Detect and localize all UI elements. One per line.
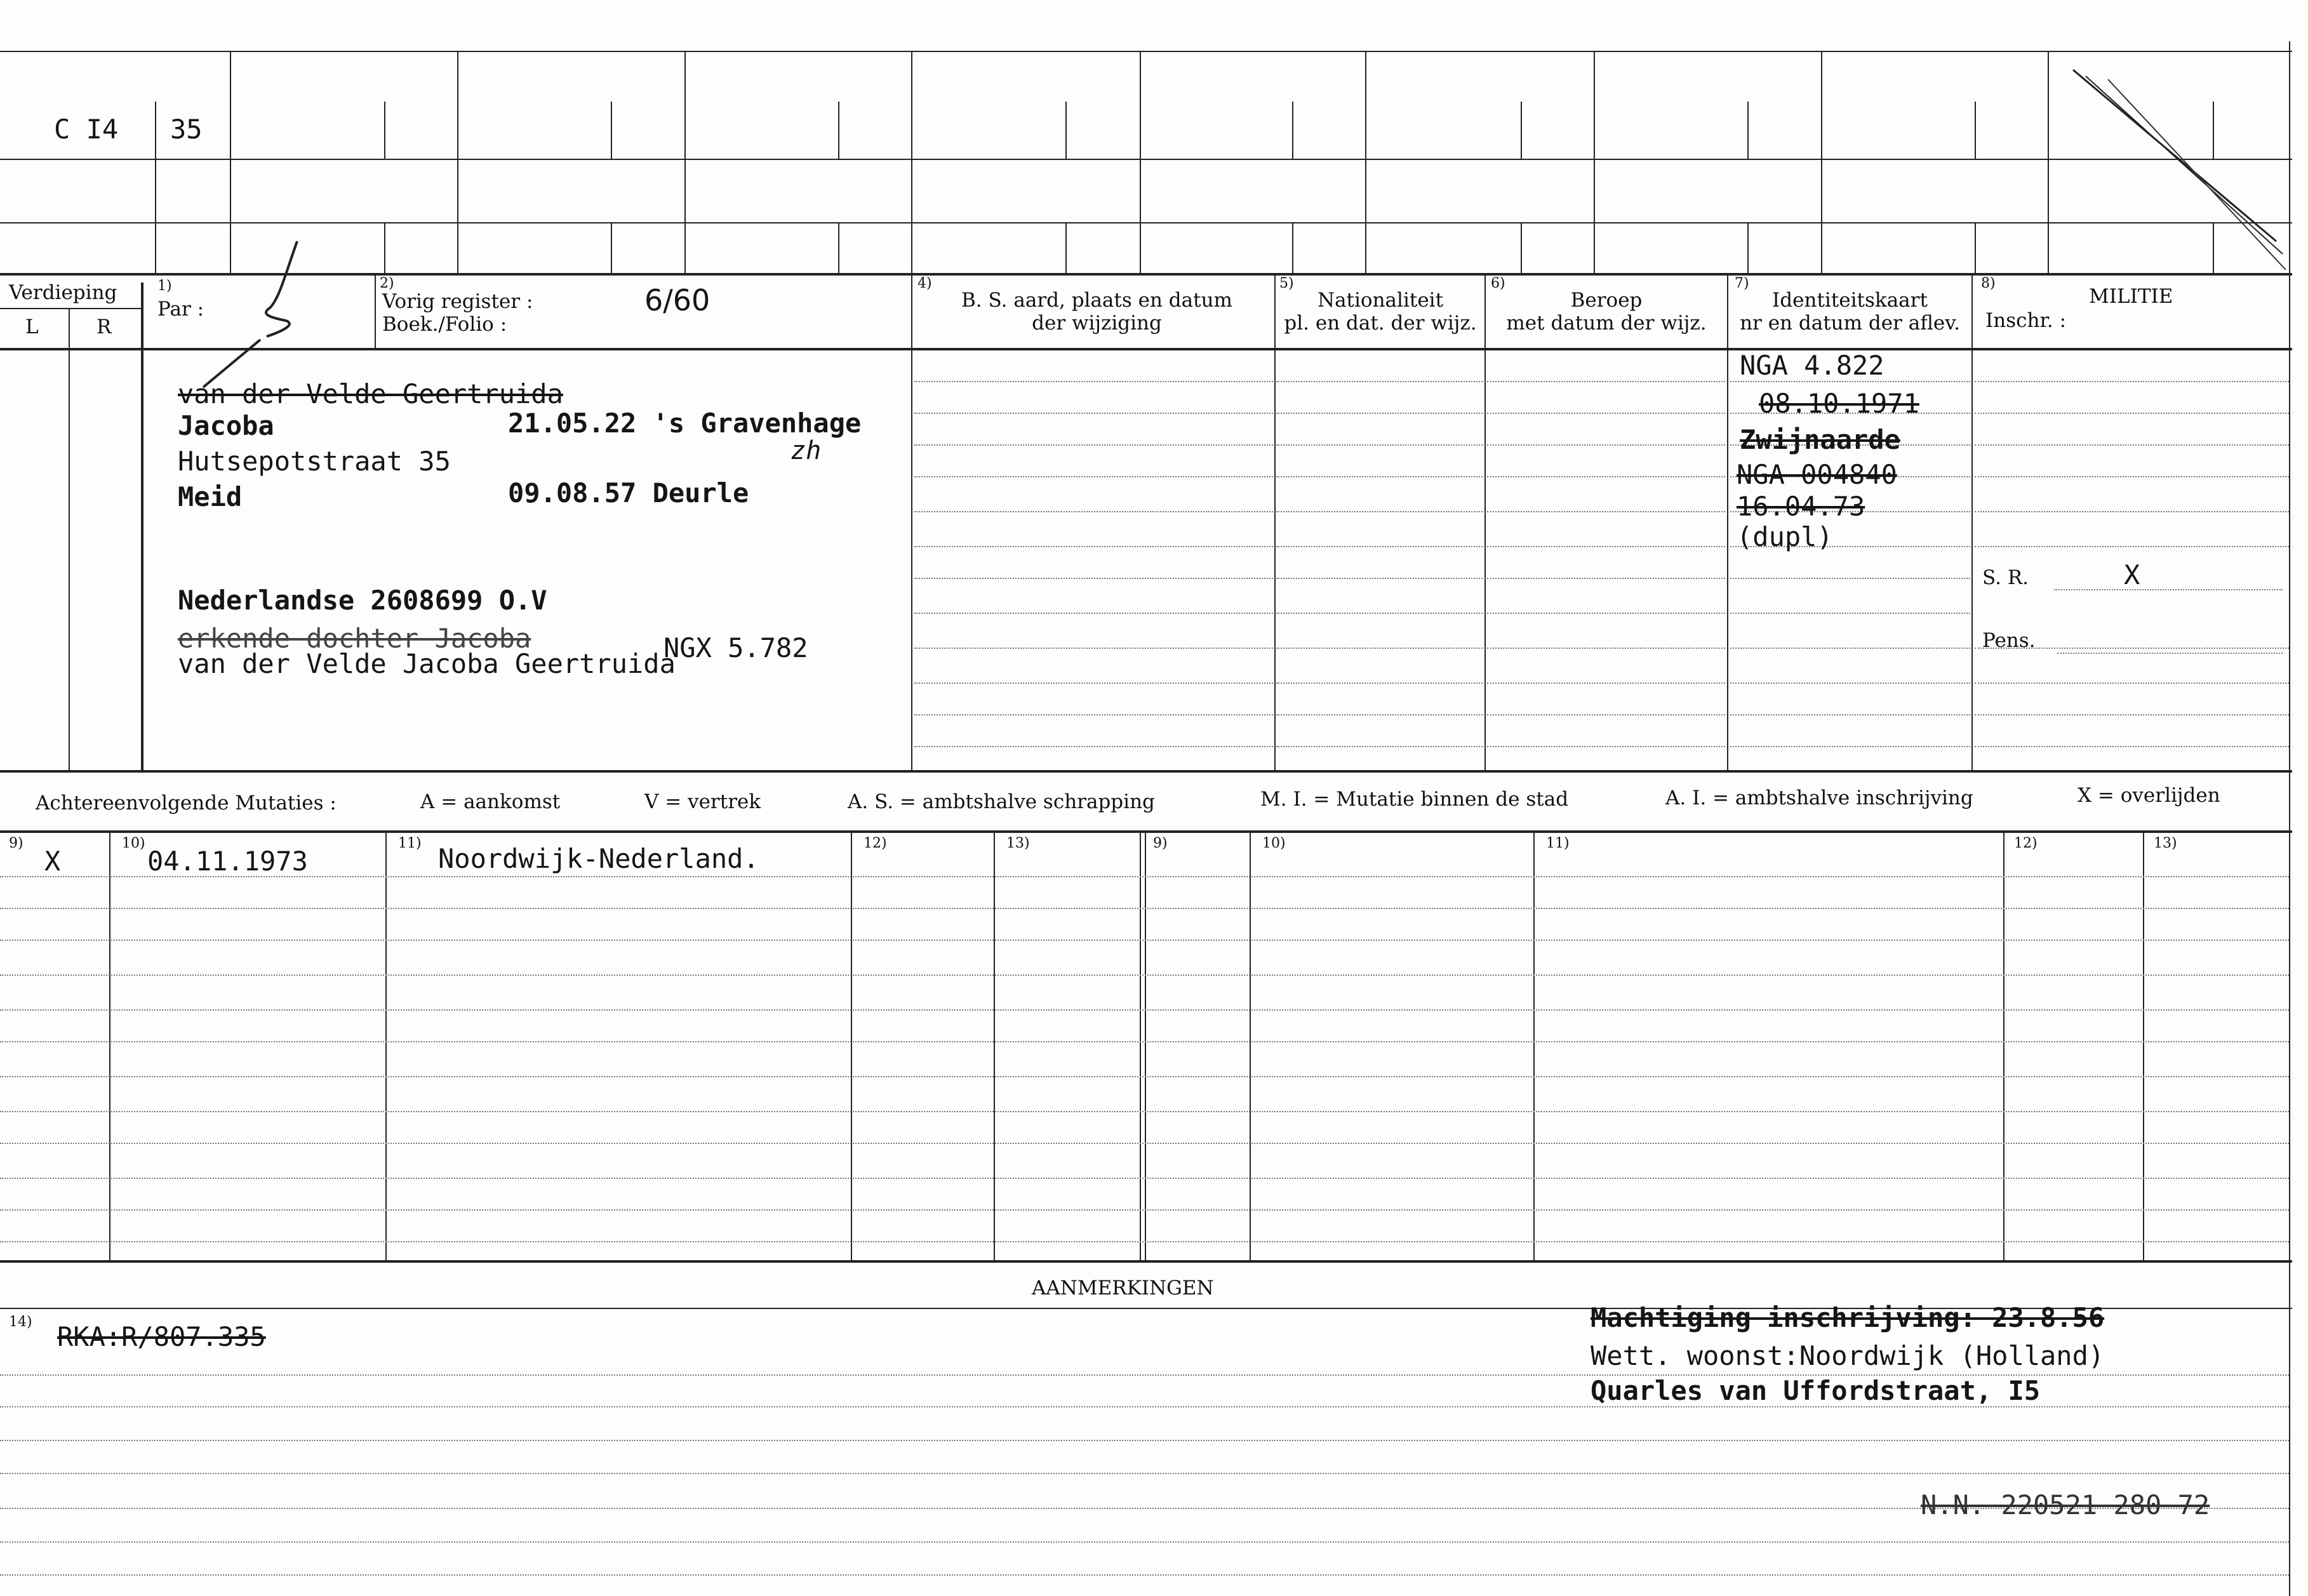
par-handwritten-mark [190,235,343,400]
id-card-line-4: NGA 004840 [1737,459,1897,490]
remarks-nn: N.N. 220521 280 72 [1921,1489,2210,1520]
bs-num: 4) [917,276,932,291]
register-number: 35 [170,114,203,145]
person-arrival: 09.08.57 Deurle [508,477,749,509]
province-note: zh [790,436,822,465]
id-card-line-1: NGA 4.822 [1740,350,1884,381]
legend-x: X = overlijden [2078,784,2220,807]
beroep-header-line1: Beroep [1570,289,1643,312]
mutation-date: 04.11.1973 [147,846,308,877]
legend-v: V = vertrek [644,790,761,813]
sr-label: S. R. [1982,566,2029,589]
boek-folio-label: Boek./Folio : [382,313,507,336]
militie-num: 8) [1981,276,1996,291]
register-code: C I4 [54,114,119,145]
col-11b: 11) [1546,835,1570,851]
beroep-header-line2: met datum der wijz. [1506,312,1707,335]
vorig-label: Vorig register : [382,290,533,313]
col-9: 9) [9,835,23,851]
remarks-line-1: Machtiging inschrijving: 23.8.56 [1591,1302,2105,1333]
id-card-line-2: 08.10.1971 [1759,388,1919,419]
child-name: van der Velde Jacoba Geertruida [178,648,676,679]
mutation-place: Noordwijk-Nederland. [438,843,759,874]
mutation-type: X [44,846,61,877]
id-num: 7) [1735,276,1749,291]
id-header-line1: Identiteitskaart [1772,289,1928,312]
id-card-line-5: 16.04.73 [1737,491,1865,522]
vorig-value: 6/60 [644,283,710,317]
col-9b: 9) [1153,835,1168,851]
legend-as: A. S. = ambtshalve schrapping [848,790,1155,813]
nat-header-line1: Nationaliteit [1317,289,1444,312]
nat-num: 5) [1279,276,1294,291]
person-name: van der Velde Geertruida [178,378,563,409]
col-13b: 13) [2154,835,2177,851]
ngx-number: NGX 5.782 [664,632,808,663]
remarks-rka: RKA:R/807.335 [57,1321,266,1352]
right-edge-line [2289,1305,2290,1596]
sr-value: X [2124,559,2140,590]
person-birth: 21.05.22 's Gravenhage [508,408,862,439]
legend-ai: A. I. = ambtshalve inschrijving [1665,787,1973,809]
remarks-title: AANMERKINGEN [1032,1277,1214,1300]
legend-title: Achtereenvolgende Mutaties : [36,792,337,815]
verdieping-left: L [25,316,39,338]
nat-header-line2: pl. en dat. der wijz. [1284,312,1477,335]
remarks-line-3: Quarles van Uffordstraat, I5 [1591,1375,2041,1406]
par-label: Par : [157,298,204,321]
vorig-num: 2) [380,276,394,291]
par-num: 1) [157,278,172,294]
col-10b: 10) [1262,835,1286,851]
verdieping-label: Verdieping [9,281,117,304]
child-note: erkende dochter Jacoba [178,623,531,654]
person-occupation: Meid [178,481,243,512]
col-11: 11) [398,835,422,851]
person-nationality: Nederlandse 2608699 O.V [178,585,547,616]
person-first-name: Jacoba [178,410,274,441]
beroep-num: 6) [1491,276,1505,291]
col-10: 10) [122,835,145,851]
col-12: 12) [864,835,887,851]
militie-inschr-label: Inschr. : [1985,309,2067,332]
id-card-line-6: (dupl) [1737,521,1833,552]
crossed-out-cell [2048,51,2289,273]
id-card-line-3: Zwijnaarde [1740,424,1900,455]
col-12b: 12) [2014,835,2038,851]
legend-a: A = aankomst [420,790,561,813]
legend-mi: M. I. = Mutatie binnen de stad [1260,788,1569,811]
remarks-num: 14) [9,1314,32,1330]
pens-label: Pens. [1982,629,2036,652]
col-13: 13) [1006,835,1030,851]
verdieping-right: R [97,316,112,338]
militie-title: MILITIE [2089,285,2173,308]
bs-header-line2: der wijziging [1032,312,1162,335]
person-street: Hutsepotstraat 35 [178,446,451,477]
id-header-line2: nr en datum der aflev. [1740,312,1960,335]
remarks-line-2: Wett. woonst:Noordwijk (Holland) [1591,1340,2105,1371]
bs-header-line1: B. S. aard, plaats en datum [961,289,1232,312]
